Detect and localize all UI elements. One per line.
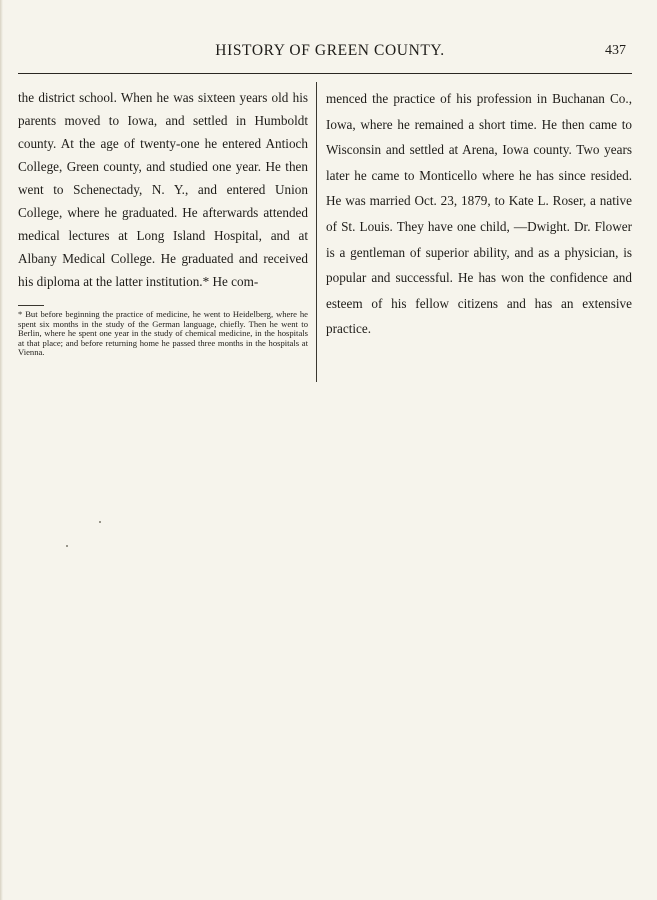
- running-head: [0, 42, 657, 66]
- left-column: [18, 86, 308, 358]
- right-column: [326, 86, 632, 342]
- footnote-text: * But before beginning the practice of medicine, he went to Heidelberg, where he spent six months in the study of the German language, chiefly. Then he went to Berlin, where he spent one year in the study of chemical medicine, in the hospitals at that place; and before returning home he passed three months in the hospitals at Vienna.: [18, 309, 308, 358]
- right-column-text: menced the practice of his profession in Buchanan Co., Iowa, where he remained a short time. He then came to Wisconsin and settled at Arena, Iowa county. Two years later he came to Monticello where he has since resided. He was married Oct. 23, 1879, to Kate L. Roser, a native of St. Louis. They have one child, —Dwight. Dr. Flower is a gentleman of superior ability, and as a physician, is popular and successful. He has won the confidence and esteem of his fellow citizens and has an extensive practice.: [326, 91, 632, 337]
- paper-speck: [99, 521, 101, 523]
- paper-speck: [66, 545, 68, 547]
- page-number: 437: [605, 43, 626, 58]
- column-divider: [316, 82, 317, 382]
- page-edge: [0, 0, 3, 900]
- footnote-rule: [18, 305, 44, 306]
- page-title: HISTORY OF GREEN COUNTY.: [215, 42, 445, 59]
- header-rule: [18, 73, 632, 74]
- left-column-text: the district school. When he was sixteen years old his parents moved to Iowa, and settled in Humboldt county. At the age of twenty-one he entered Antioch College, Green county, and studied one year. He then went to Schenectady, N. Y., and entered Union College, where he graduated. He afterwards attended medical lectures at Long Island Hospital, and at Albany Medical College. He graduated and received his diploma at the latter institution.* He com-: [18, 90, 308, 289]
